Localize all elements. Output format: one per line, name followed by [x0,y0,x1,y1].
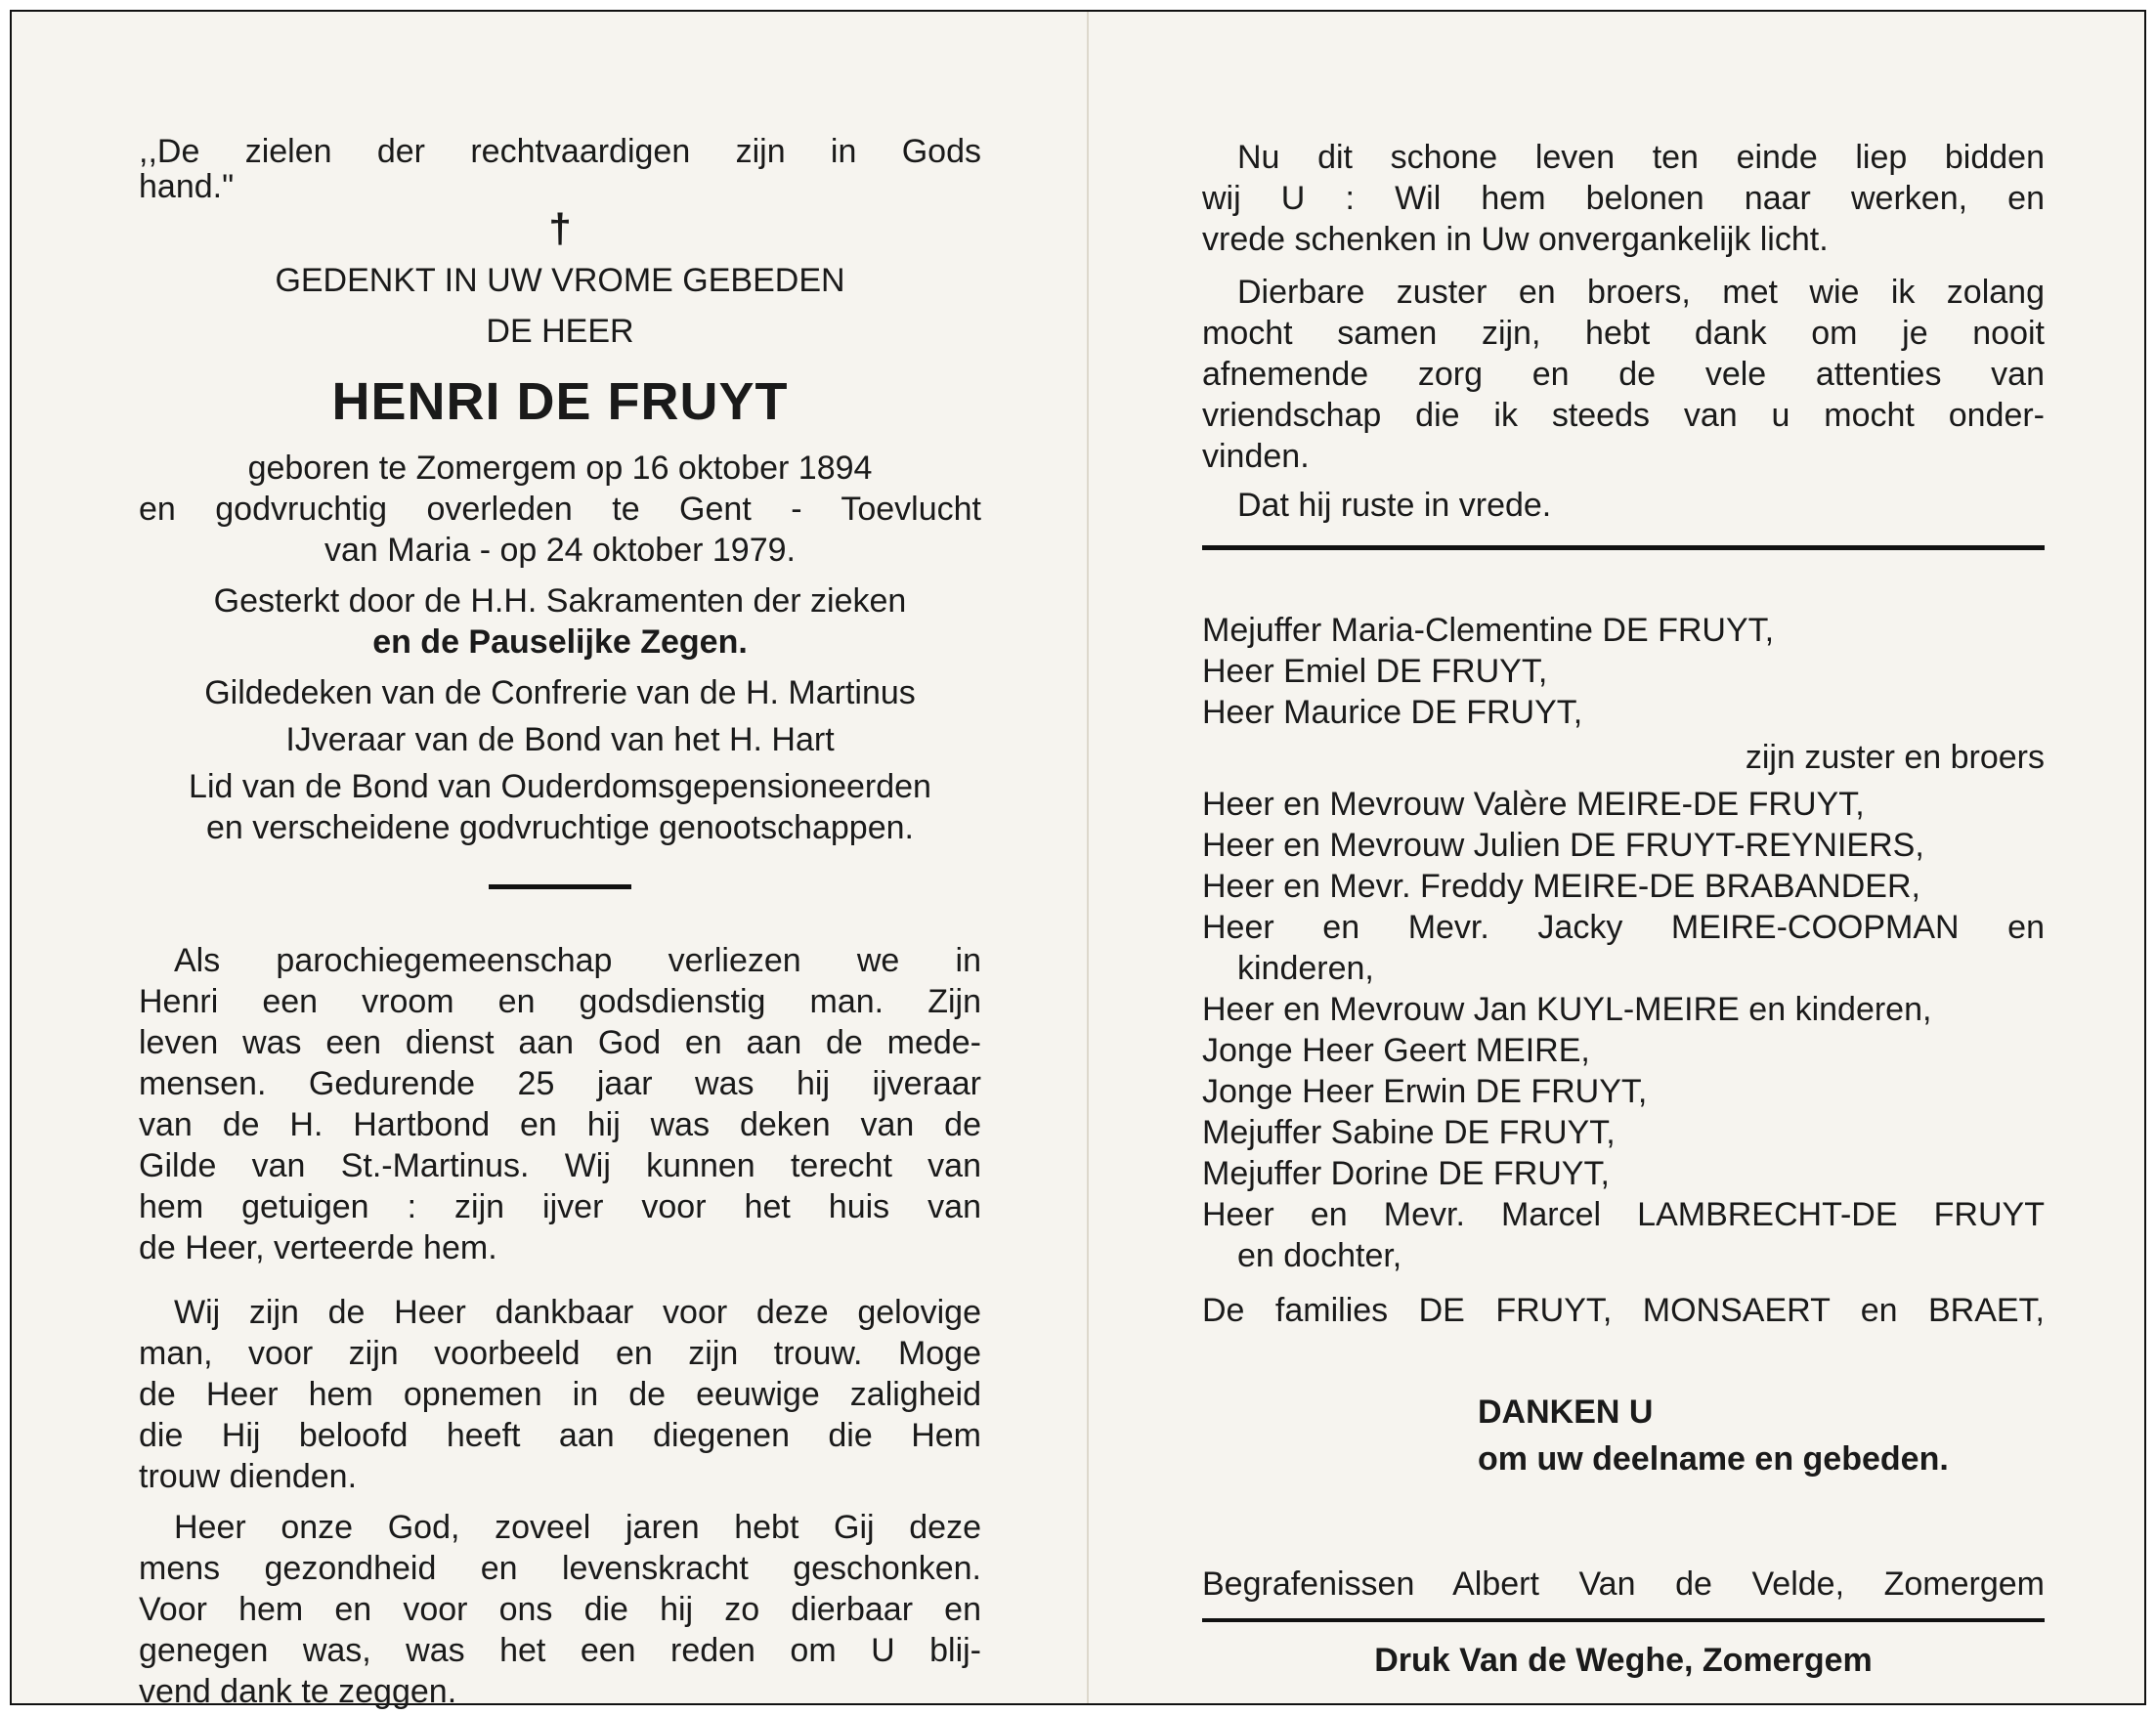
paragraph-line: Voor hem en voor ons die hij zo dierbaar en [139,1591,981,1628]
family-member: Mejuffer Maria-Clementine DE FRUYT, [1202,612,1775,649]
memorial-card [10,10,2146,1710]
role-3-line-2: en verscheidene godvruchtige genootschappen. [206,809,914,846]
paragraph-line: Dierbare zuster en broers, met wie ik zolang [1237,274,2045,311]
paragraph-line: leven was een dienst aan God en aan de mede- [139,1024,981,1061]
paragraph-line: afnemende zorg en de vele attenties van [1202,356,2045,393]
thanks-subline: om uw deelname en gebeden. [1478,1440,1949,1478]
family-member: Jonge Heer Erwin DE FRUYT, [1202,1073,1648,1110]
family-member: Mejuffer Sabine DE FRUYT, [1202,1114,1616,1151]
paragraph-line: die Hij beloofd heeft aan diegenen die Hem [139,1417,981,1454]
birth-line-2: en godvruchtig overleden te Gent - Toevlucht [139,491,981,528]
heading-line-2: DE HEER [486,313,634,350]
paragraph-line: vriendschap die ik steeds van u mocht onder- [1202,397,2045,434]
family-member: Heer en Mevrouw Valère MEIRE-DE FRUYT, [1202,786,1865,823]
role-1: Gildedeken van de Confrerie van de H. Martinus [204,674,916,711]
cross-icon: † [548,205,572,251]
printer-line: Druk Van de Weghe, Zomergem [1374,1642,1873,1679]
card-fold [1087,12,1089,1703]
paragraph-line: mocht samen zijn, hebt dank om je nooit [1202,315,2045,352]
paragraph-line: mensen. Gedurende 25 jaar was hij ijveraar [139,1065,981,1102]
thanks-heading: DANKEN U [1478,1393,1654,1431]
family-member: Heer Emiel DE FRUYT, [1202,653,1548,690]
paragraph-line: Wij zijn de Heer dankbaar voor deze gelovige [174,1294,981,1331]
family-member: Heer en Mevr. Jacky MEIRE-COOPMAN en [1202,909,2045,946]
paragraph-line: van de H. Hartbond en hij was deken van de [139,1106,981,1143]
paragraph-line: vinden. [1202,438,1310,475]
family-member: Mejuffer Dorine DE FRUYT, [1202,1155,1610,1192]
paragraph-line: trouw dienden. [139,1458,358,1495]
paragraph-line: Nu dit schone leven ten einde liep bidden [1237,139,2045,176]
paragraph-rest-in-peace: Dat hij ruste in vrede. [1237,487,1552,524]
family-member: De families DE FRUYT, MONSAERT en BRAET, [1202,1292,2045,1329]
family-member: kinderen, [1237,950,1374,987]
paragraph-line: man, voor zijn voorbeeld en zijn trouw. Moge [139,1335,981,1372]
family-member: en dochter, [1237,1237,1402,1274]
quote-line-2: hand." [139,168,235,205]
paragraph-line: genegen was, was het een reden om U blij- [139,1632,981,1669]
paragraph-line: Heer onze God, zoveel jaren hebt Gij deze [174,1509,981,1546]
footer-divider [1202,1618,2045,1622]
role-2: IJveraar van de Bond van het H. Hart [285,721,835,758]
family-member: Heer en Mevrouw Jan KUYL-MEIRE en kinderen, [1202,991,1932,1028]
birth-line-1: geboren te Zomergem op 16 oktober 1894 [247,450,873,487]
family-member: Heer en Mevr. Marcel LAMBRECHT-DE FRUYT [1202,1196,2045,1233]
paragraph-line: mens gezondheid en levenskracht geschonken. [139,1550,981,1587]
sacraments-line-2: en de Pauselijke Zegen. [372,623,748,661]
family-member: Jonge Heer Geert MEIRE, [1202,1032,1590,1069]
sacraments-line-1: Gesterkt door de H.H. Sakramenten der zieken [213,582,907,620]
paragraph-line: vend dank te zeggen. [139,1673,457,1710]
paragraph-line: Gilde van St.-Martinus. Wij kunnen terecht van [139,1147,981,1184]
paragraph-line: Als parochiegemeenschap verliezen we in [174,942,981,979]
role-3-line-1: Lid van de Bond van Ouderdomsgepensioneerden [189,768,931,805]
paragraph-line: wij U : Wil hem belonen naar werken, en [1202,180,2045,217]
undertaker-line: Begrafenissen Albert Van de Velde, Zomergem [1202,1565,2045,1603]
family-member: zijn zuster en broers [1745,739,2045,776]
section-divider [1202,545,2045,550]
family-member: Heer Maurice DE FRUYT, [1202,694,1583,731]
paragraph-line: de Heer, verteerde hem. [139,1229,497,1266]
heading-line-1: GEDENKT IN UW VROME GEBEDEN [275,262,845,299]
family-member: Heer en Mevr. Freddy MEIRE-DE BRABANDER, [1202,868,1920,905]
birth-line-3: van Maria - op 24 oktober 1979. [324,532,796,569]
paragraph-line: hem getuigen : zijn ijver voor het huis van [139,1188,981,1225]
family-member: Heer en Mevrouw Julien DE FRUYT-REYNIERS, [1202,827,1924,864]
deceased-name: HENRI DE FRUYT [331,372,789,431]
paragraph-line: Henri een vroom en godsdienstig man. Zijn [139,983,981,1020]
paragraph-line: vrede schenken in Uw onvergankelijk licht. [1202,221,1829,258]
quote-text: ,,De zielen der rechtvaardigen zijn in Gods [139,133,981,170]
paragraph-line: de Heer hem opnemen in de eeuwige zaligheid [139,1376,981,1413]
section-divider [489,884,631,889]
